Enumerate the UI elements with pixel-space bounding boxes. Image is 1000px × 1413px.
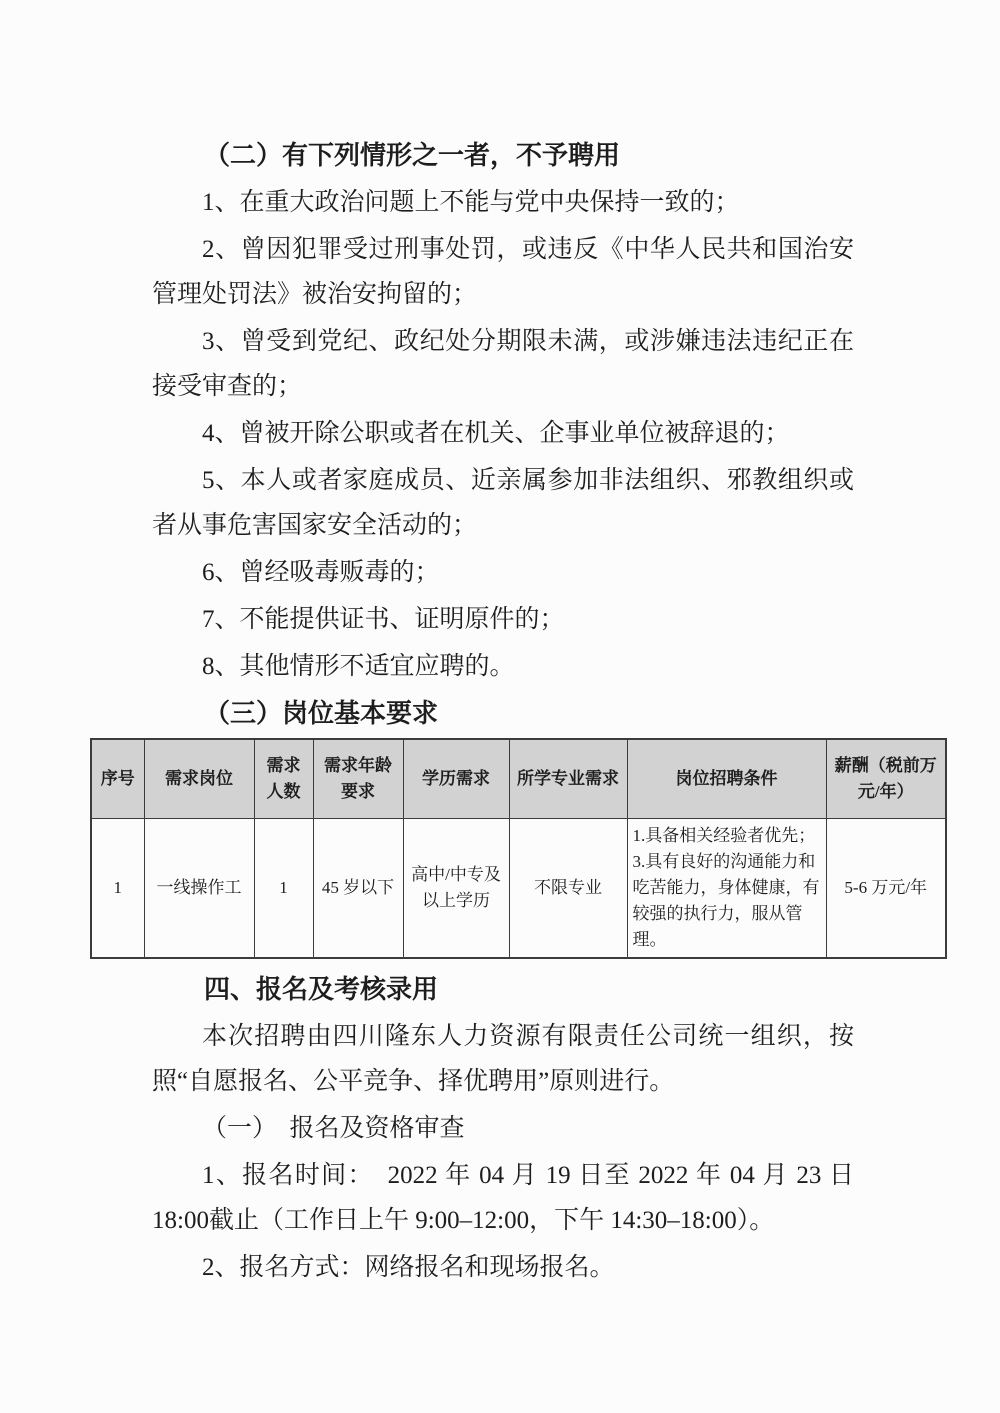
cell-age: 45 岁以下 [313, 818, 403, 958]
header-cell-position: 需求岗位 [144, 739, 254, 818]
header-cell-conditions: 岗位招聘条件 [627, 739, 826, 818]
section2-item-2: 2、曾因犯罪受过刑事处罚，或违反《中华人民共和国治安管理处罚法》被治安拘留的； [152, 236, 854, 308]
table-header-row [91, 739, 946, 818]
section4-sub-heading: （一） 报名及资格审查 [202, 1114, 465, 1142]
cell-headcount: 1 [254, 818, 313, 958]
cell-major: 不限专业 [509, 818, 627, 958]
section2-item-5: 5、本人或者家庭成员、近亲属参加非法组织、邪教组织或者从事危害国家安全活动的； [152, 467, 854, 539]
header-cell-index: 序号 [91, 739, 144, 818]
section2-item-7: 7、不能提供证书、证明原件的； [202, 606, 565, 633]
section4-heading: 四、报名及考核录用 [204, 974, 439, 1004]
cell-education: 高中/中专及以上学历 [403, 818, 509, 958]
section4-item-1: 1、报名时间： 2022 年 04 月 19 日至 2022 年 04 月 23 日 18:00截止（工作日上午 9:00–12:00，下午 14:30–18:00）。 [152, 1161, 854, 1234]
section2-heading: （二）有下列情形之一者，不予聘用 [204, 141, 621, 170]
header-cell-major: 所学专业需求 [509, 739, 627, 818]
section2-item-8: 8、其他情形不适宜应聘的。 [202, 653, 515, 680]
section2-item-6: 6、曾经吸毒贩毒的； [202, 559, 440, 586]
job-requirements-table [90, 738, 947, 959]
condition-line-1: 1.具备相关经验者优先； [632, 825, 816, 845]
header-cell-headcount: 需求人数 [254, 739, 313, 818]
condition-line-2: 3.具有良好的沟通能力和吃苦能力，身体健康，有较强的执行力，服从管理。 [632, 851, 820, 949]
section2-item-1: 1、在重大政治问题上不能与党中央保持一致的； [202, 189, 740, 216]
cell-conditions [627, 818, 826, 958]
header-cell-age: 需求年龄要求 [313, 739, 403, 818]
section2-item-4: 4、曾被开除公职或者在机关、企事业单位被辞退的； [202, 420, 790, 447]
section4-item-2: 2、报名方式：网络报名和现场报名。 [202, 1253, 615, 1281]
section2-item-3: 3、曾受到党纪、政纪处分期限未满，或涉嫌违法违纪正在接受审查的； [152, 328, 854, 400]
cell-salary: 5-6 万元/年 [826, 818, 946, 958]
header-cell-salary: 薪酬（税前万元/年） [826, 739, 946, 818]
section4-intro: 本次招聘由四川隆东人力资源有限责任公司统一组织，按照“自愿报名、公平竞争、择优聘用”原则进行。 [152, 1022, 854, 1095]
cell-index: 1 [91, 818, 144, 958]
table-row [91, 818, 946, 958]
cell-position: 一线操作工 [144, 818, 254, 958]
header-cell-education: 学历需求 [403, 739, 509, 818]
section3-heading: （三）岗位基本要求 [204, 699, 439, 728]
